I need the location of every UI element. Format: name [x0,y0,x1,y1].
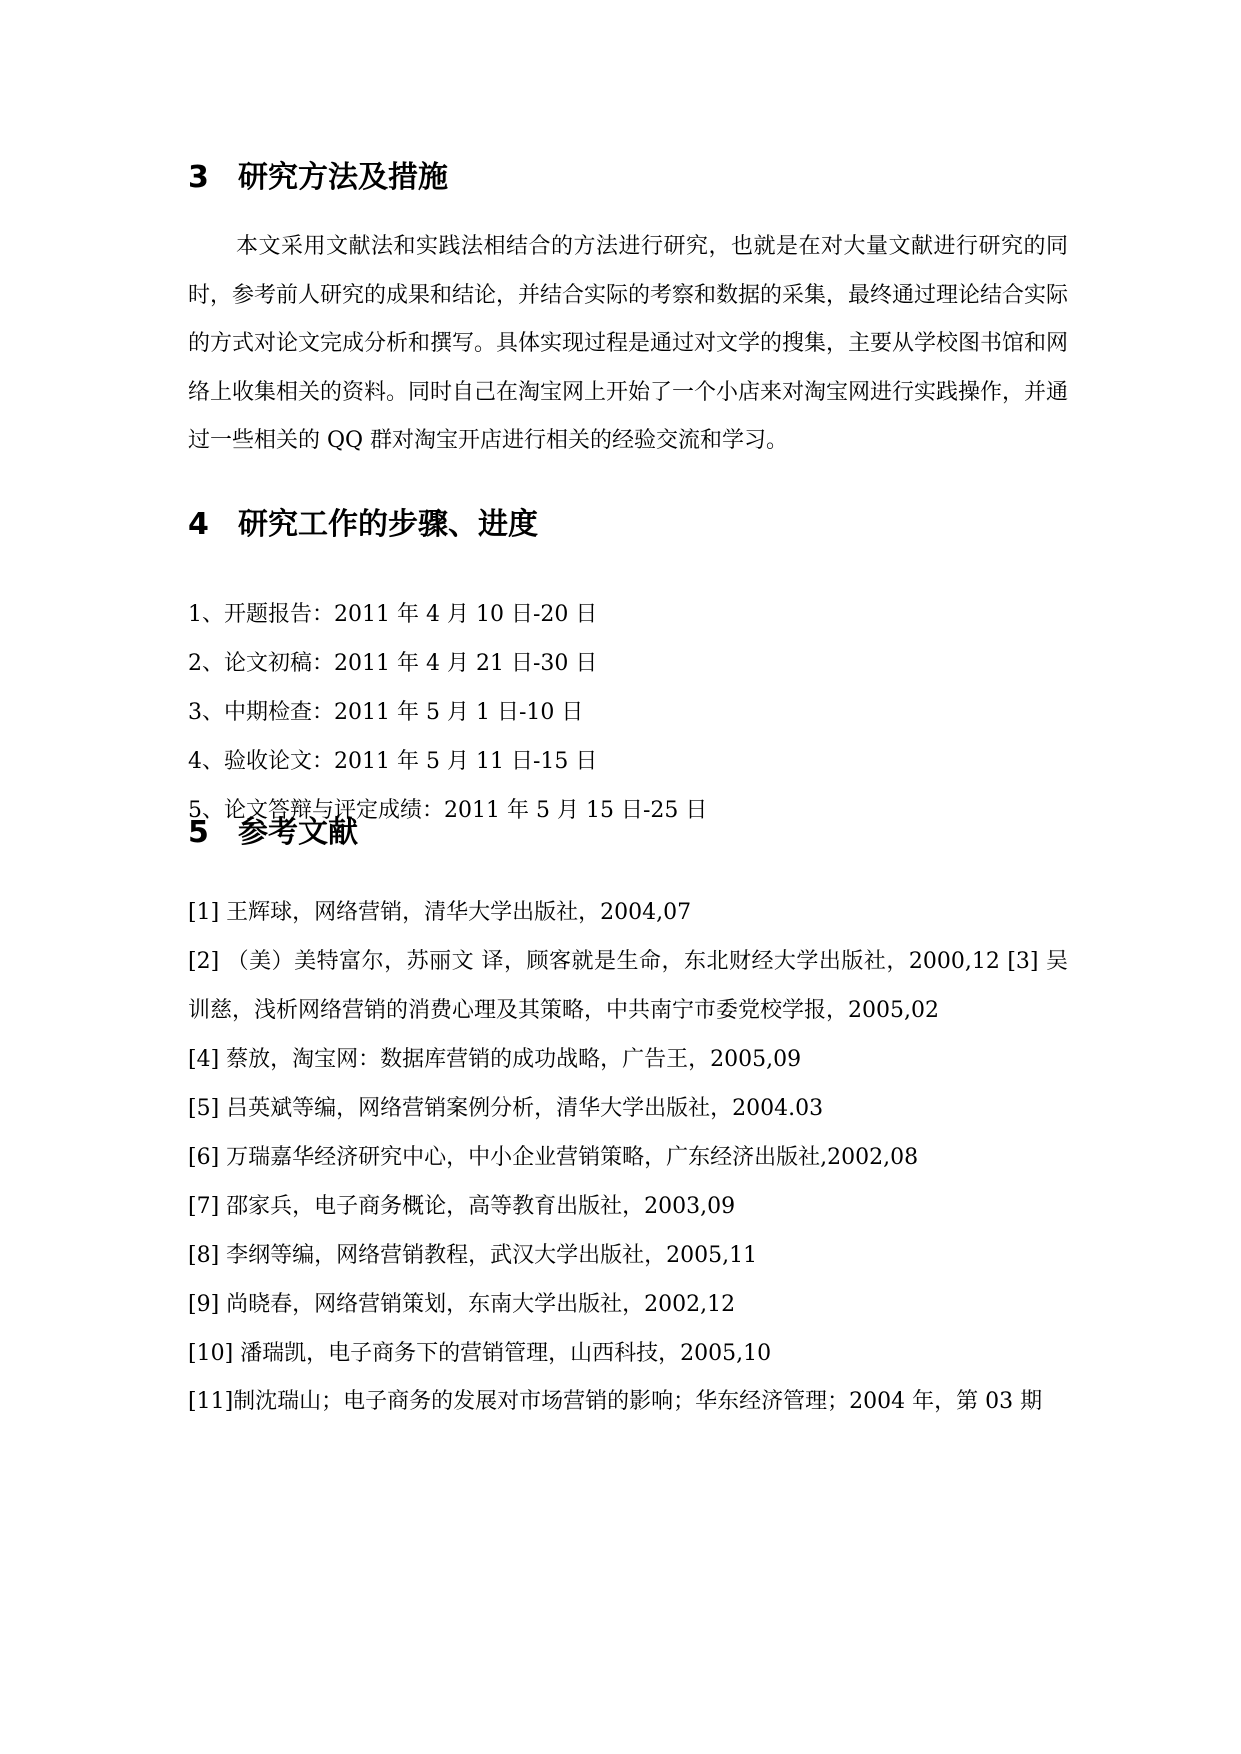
section-number: 5 [188,815,209,850]
document-page [188,0,1068,1754]
reference-item: [6] 万瑞嘉华经济研究中心，中小企业营销策略，广东经济出版社,2002,08 [188,1145,919,1170]
section-schedule [188,505,1068,835]
section-number: 4 [188,507,209,542]
reference-item: [9] 尚晓春，网络营销策划，东南大学出版社，2002,12 [188,1292,736,1317]
reference-item: [2] （美）美特富尔，苏丽文 译，顾客就是生命，东北财经大学出版社，2000,12 [3] 吴训慈，浅析网络营销的消费心理及其策略，中共南宁市委党校学报，2005,02 [188,949,1068,1023]
reference-item: [8] 李纲等编，网络营销教程，武汉大学出版社，2005,11 [188,1243,758,1268]
section-heading [188,505,1068,545]
schedule-item: 3、中期检查：2011 年 5 月 1 日-10 日 [188,700,584,725]
section-research-methods [188,158,1068,466]
section-title: 研究方法及措施 [238,160,448,195]
schedule-item: 2、论文初稿：2011 年 4 月 21 日-30 日 [188,651,598,676]
reference-item: [4] 蔡放，淘宝网：数据库营销的成功战略，广告王，2005,09 [188,1047,802,1072]
section-references [188,813,1068,1420]
reference-item: [1] 王辉球，网络营销，清华大学出版社，2004,07 [188,900,692,925]
reference-item: [11]制沈瑞山；电子商务的发展对市场营销的影响；华东经济管理；2004 年，第 03 期 [188,1389,1043,1414]
methods-paragraph: 本文采用文献法和实践法相结合的方法进行研究，也就是在对大量文献进行研究的同时，参考前人研究的成果和结论，并结合实际的考察和数据的采集，最终通过理论结合实际的方式对论文完成分析和撰写。具体实现过程是通过对文学的搜集，主要从学校图书馆和网络上收集相关的资料。同时自己在淘宝网上开始了一个小店来对淘宝网进行实践操作，并通过一些相关的 QQ 群对淘宝开店进行相关的经验交流和学习。 [188,234,1069,453]
schedule-item: 1、开题报告：2011 年 4 月 10 日-20 日 [188,602,598,627]
reference-item: [10] 潘瑞凯，电子商务下的营销管理，山西科技，2005,10 [188,1341,772,1366]
schedule-item: 5、论文答辩与评定成绩：2011 年 5 月 15 日-25 日 [188,798,708,823]
reference-item: [5] 吕英斌等编，网络营销案例分析，清华大学出版社，2004.03 [188,1096,824,1121]
section-title: 研究工作的步骤、进度 [238,507,538,542]
schedule-item: 4、验收论文：2011 年 5 月 11 日-15 日 [188,749,598,774]
schedule-list [188,590,1068,835]
section-heading [188,813,1068,853]
section-number: 3 [188,160,209,195]
reference-item: [7] 邵家兵，电子商务概论，高等教育出版社，2003,09 [188,1194,736,1219]
section-heading [188,158,1068,198]
section-title: 参考文献 [238,815,358,850]
reference-list [188,888,1068,1420]
